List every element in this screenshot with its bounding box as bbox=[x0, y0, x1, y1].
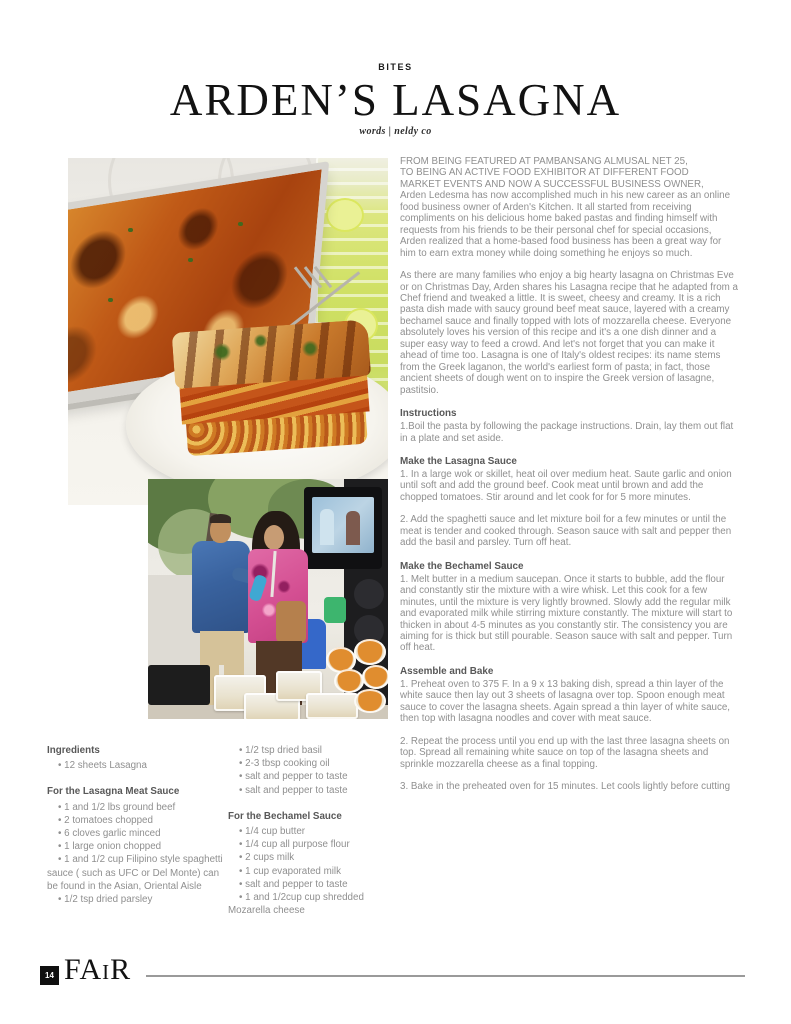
interviewer-hair bbox=[210, 514, 231, 523]
screen-figure bbox=[320, 509, 334, 545]
instruction-step: 1. In a large wok or skillet, heat oil over medium heat. Saute garlic and onion until soft and add the ground beef. Cook meat until brown and add the chopped tomatoes. Stir around and let cook for for 5 more minutes. bbox=[400, 468, 732, 503]
intro-caps-line: MARKET EVENTS AND NOW A SUCCESSFUL BUSINESS OWNER, bbox=[400, 178, 704, 190]
logo-part: I bbox=[102, 960, 111, 984]
logo-part: R bbox=[110, 953, 132, 986]
equipment-case bbox=[148, 665, 210, 705]
ingredient-item: • 1/2 tsp dried basil bbox=[228, 744, 396, 757]
parsley-fleck bbox=[128, 228, 133, 232]
logo-part: FA bbox=[64, 953, 103, 986]
section-heading-instructions: Instructions bbox=[400, 408, 457, 420]
instruction-step: 2. Repeat the process until you end up with the last three lasagna sheets on top. Spread all remaining white sauce on top of the lasagna sheets and sprinkle mozzarella cheese as a final topping. bbox=[400, 735, 730, 770]
food-tub bbox=[354, 639, 386, 665]
ingredients-column-2 bbox=[228, 744, 396, 917]
instruction-step: 1.Boil the pasta by following the package instructions. Drain, lay them out flat in a plate and set aside. bbox=[400, 421, 734, 444]
ingredient-item: • salt and pepper to taste bbox=[228, 878, 396, 891]
footer-rule bbox=[146, 975, 745, 977]
guest-face bbox=[264, 525, 284, 550]
intro-caps-line: TO BEING AN ACTIVE FOOD EXHIBITOR AT DIFFERENT FOOD bbox=[400, 167, 689, 179]
meat-sauce-heading: For the Lasagna Meat Sauce bbox=[47, 786, 180, 798]
page-number-badge: 14 bbox=[40, 966, 59, 985]
article-body bbox=[400, 156, 738, 803]
parsley-fleck bbox=[238, 222, 243, 226]
ingredient-item: • 1/2 tsp dried parsley bbox=[47, 893, 227, 906]
page-title: ARDEN’S LASAGNA bbox=[169, 75, 622, 125]
shoulder-bag bbox=[276, 601, 306, 643]
parsley-fleck bbox=[108, 298, 113, 302]
ingredient-item: • 1 and 1/2 lbs ground beef bbox=[47, 801, 227, 814]
lemon-slice bbox=[326, 198, 364, 232]
bechamel-heading: For the Bechamel Sauce bbox=[228, 810, 342, 822]
section-heading-assemble-bake: Assemble and Bake bbox=[400, 665, 494, 677]
ingredient-item: • 1 and 1/2cup cup shredded Mozarella cheese bbox=[228, 891, 396, 917]
food-tub bbox=[362, 665, 388, 689]
ingredient-item: • 2-3 tbsp cooking oil bbox=[228, 757, 396, 770]
lasagna-photo bbox=[68, 158, 388, 505]
food-container bbox=[306, 693, 358, 719]
lasagna-slice bbox=[172, 319, 377, 464]
ingredient-item: • 2 cups milk bbox=[228, 851, 396, 864]
section-heading-lasagna-sauce: Make the Lasagna Sauce bbox=[400, 455, 517, 467]
interviewer-denim-shirt bbox=[192, 541, 250, 633]
food-tub bbox=[354, 689, 386, 713]
green-container bbox=[324, 597, 346, 623]
magazine-logo bbox=[64, 953, 131, 987]
intro-caps-line: FROM BEING FEATURED AT PAMBANSANG ALMUSAL NET 25, bbox=[400, 156, 688, 167]
ingredient-item: • 1 and 1/2 cup Filipino style spaghetti sauce ( such as UFC or Del Monte) can be found in the Asian, Oriental Aisle bbox=[47, 853, 227, 893]
ingredient-item: • 6 cloves garlic minced bbox=[47, 827, 227, 840]
ingredients-column-1 bbox=[47, 744, 227, 906]
story-paragraph: As there are many families who enjoy a big hearty lasagna on Christmas Eve or on Christmas Day, Arden shares his Lasagna recipe that he adapted from a Chef friend and tweaked a little. It is sweet, cheesy and creamy. It is a rich pasta dish made with saucy ground beef meat sauce, layered with a creamy bechamel sauce and finally topped with lots of mozzarella cheese. Everyone absolutely loves his version of this recipe and it's a one dish dinner and a super easy way to feed a crowd. And let's not forget that you can make it ahead of time too. Lasagna is one of Italy's oldest recipes: its name stems from the Greek laganon, the world's earliest form of pasta; in fact, those ancient sheets of dough went on to inspire the Greek version of lasagne, pastitsio. bbox=[400, 270, 738, 396]
ingredient-item: • salt and pepper to taste bbox=[228, 770, 396, 783]
ingredient-item: • salt and pepper to taste bbox=[228, 784, 396, 797]
ingredient-item: • 12 sheets Lasagna bbox=[47, 759, 227, 772]
instruction-step: 1. Melt butter in a medium saucepan. Once it starts to bubble, add the flour and constantly stir the mixture with a wire whisk. Let this cook for a few minutes, until the mixture is very lightly browned. Slowly add the regular milk and evaporated milk while stirring mixture constantly. The mixture will start to thicken in about 4-5 minutes as you constantly stir. The consistency you are aiming for is thick but still pourable. Season sauce with salt and pepper. Turn off heat. bbox=[400, 573, 733, 654]
section-heading-bechamel-sauce: Make the Bechamel Sauce bbox=[400, 560, 524, 572]
food-tub bbox=[334, 669, 364, 693]
ingredient-item: • 1 large onion chopped bbox=[47, 840, 227, 853]
interview-photo bbox=[148, 479, 388, 719]
byline: words | neldy co bbox=[359, 126, 432, 137]
ingredient-item: • 1 cup evaporated milk bbox=[228, 865, 396, 878]
parsley-fleck bbox=[188, 258, 193, 262]
camera-knob bbox=[354, 579, 384, 609]
instruction-step: 2. Add the spaghetti sauce and let mixture boil for a few minutes or until the meat is tender and cooked through. Season sauce with salt and pepper then add the basil and parsley. Turn off heat. bbox=[400, 514, 732, 549]
instruction-step: 3. Bake in the preheated oven for 15 minutes. Let cools lightly before cutting bbox=[400, 781, 731, 793]
ingredient-item: • 2 tomatoes chopped bbox=[47, 814, 227, 827]
intro-text: Arden Ledesma has now accomplished much in his new career as an online food business owner of Arden's Kitchen. It all started from receiving compliments on his delicious home baked pastas and finding himself with requests from his friends to be their personal chef for special occasions, Arden realized that a home-based food business has been a great way for him to earn extra money while doing something he enjoys so much. bbox=[400, 190, 731, 259]
ingredient-item: • 1/4 cup all purpose flour bbox=[228, 838, 396, 851]
instruction-step: 1. Preheat oven to 375 F. In a 9 x 13 baking dish, spread a thin layer of the white sauce then lay out 3 sheets of lasagna over top. Spoon enough meat sauce to cover the lasagna sheets. Again spread a thin layer of white sauce, then top with lasagna noodles and cover with meat sauce. bbox=[400, 678, 731, 725]
ingredient-item: • 1/4 cup butter bbox=[228, 825, 396, 838]
section-kicker: BITES bbox=[378, 62, 413, 72]
intro-paragraph bbox=[400, 156, 738, 259]
screen-figure bbox=[346, 511, 360, 545]
ingredients-heading: Ingredients bbox=[47, 745, 100, 756]
